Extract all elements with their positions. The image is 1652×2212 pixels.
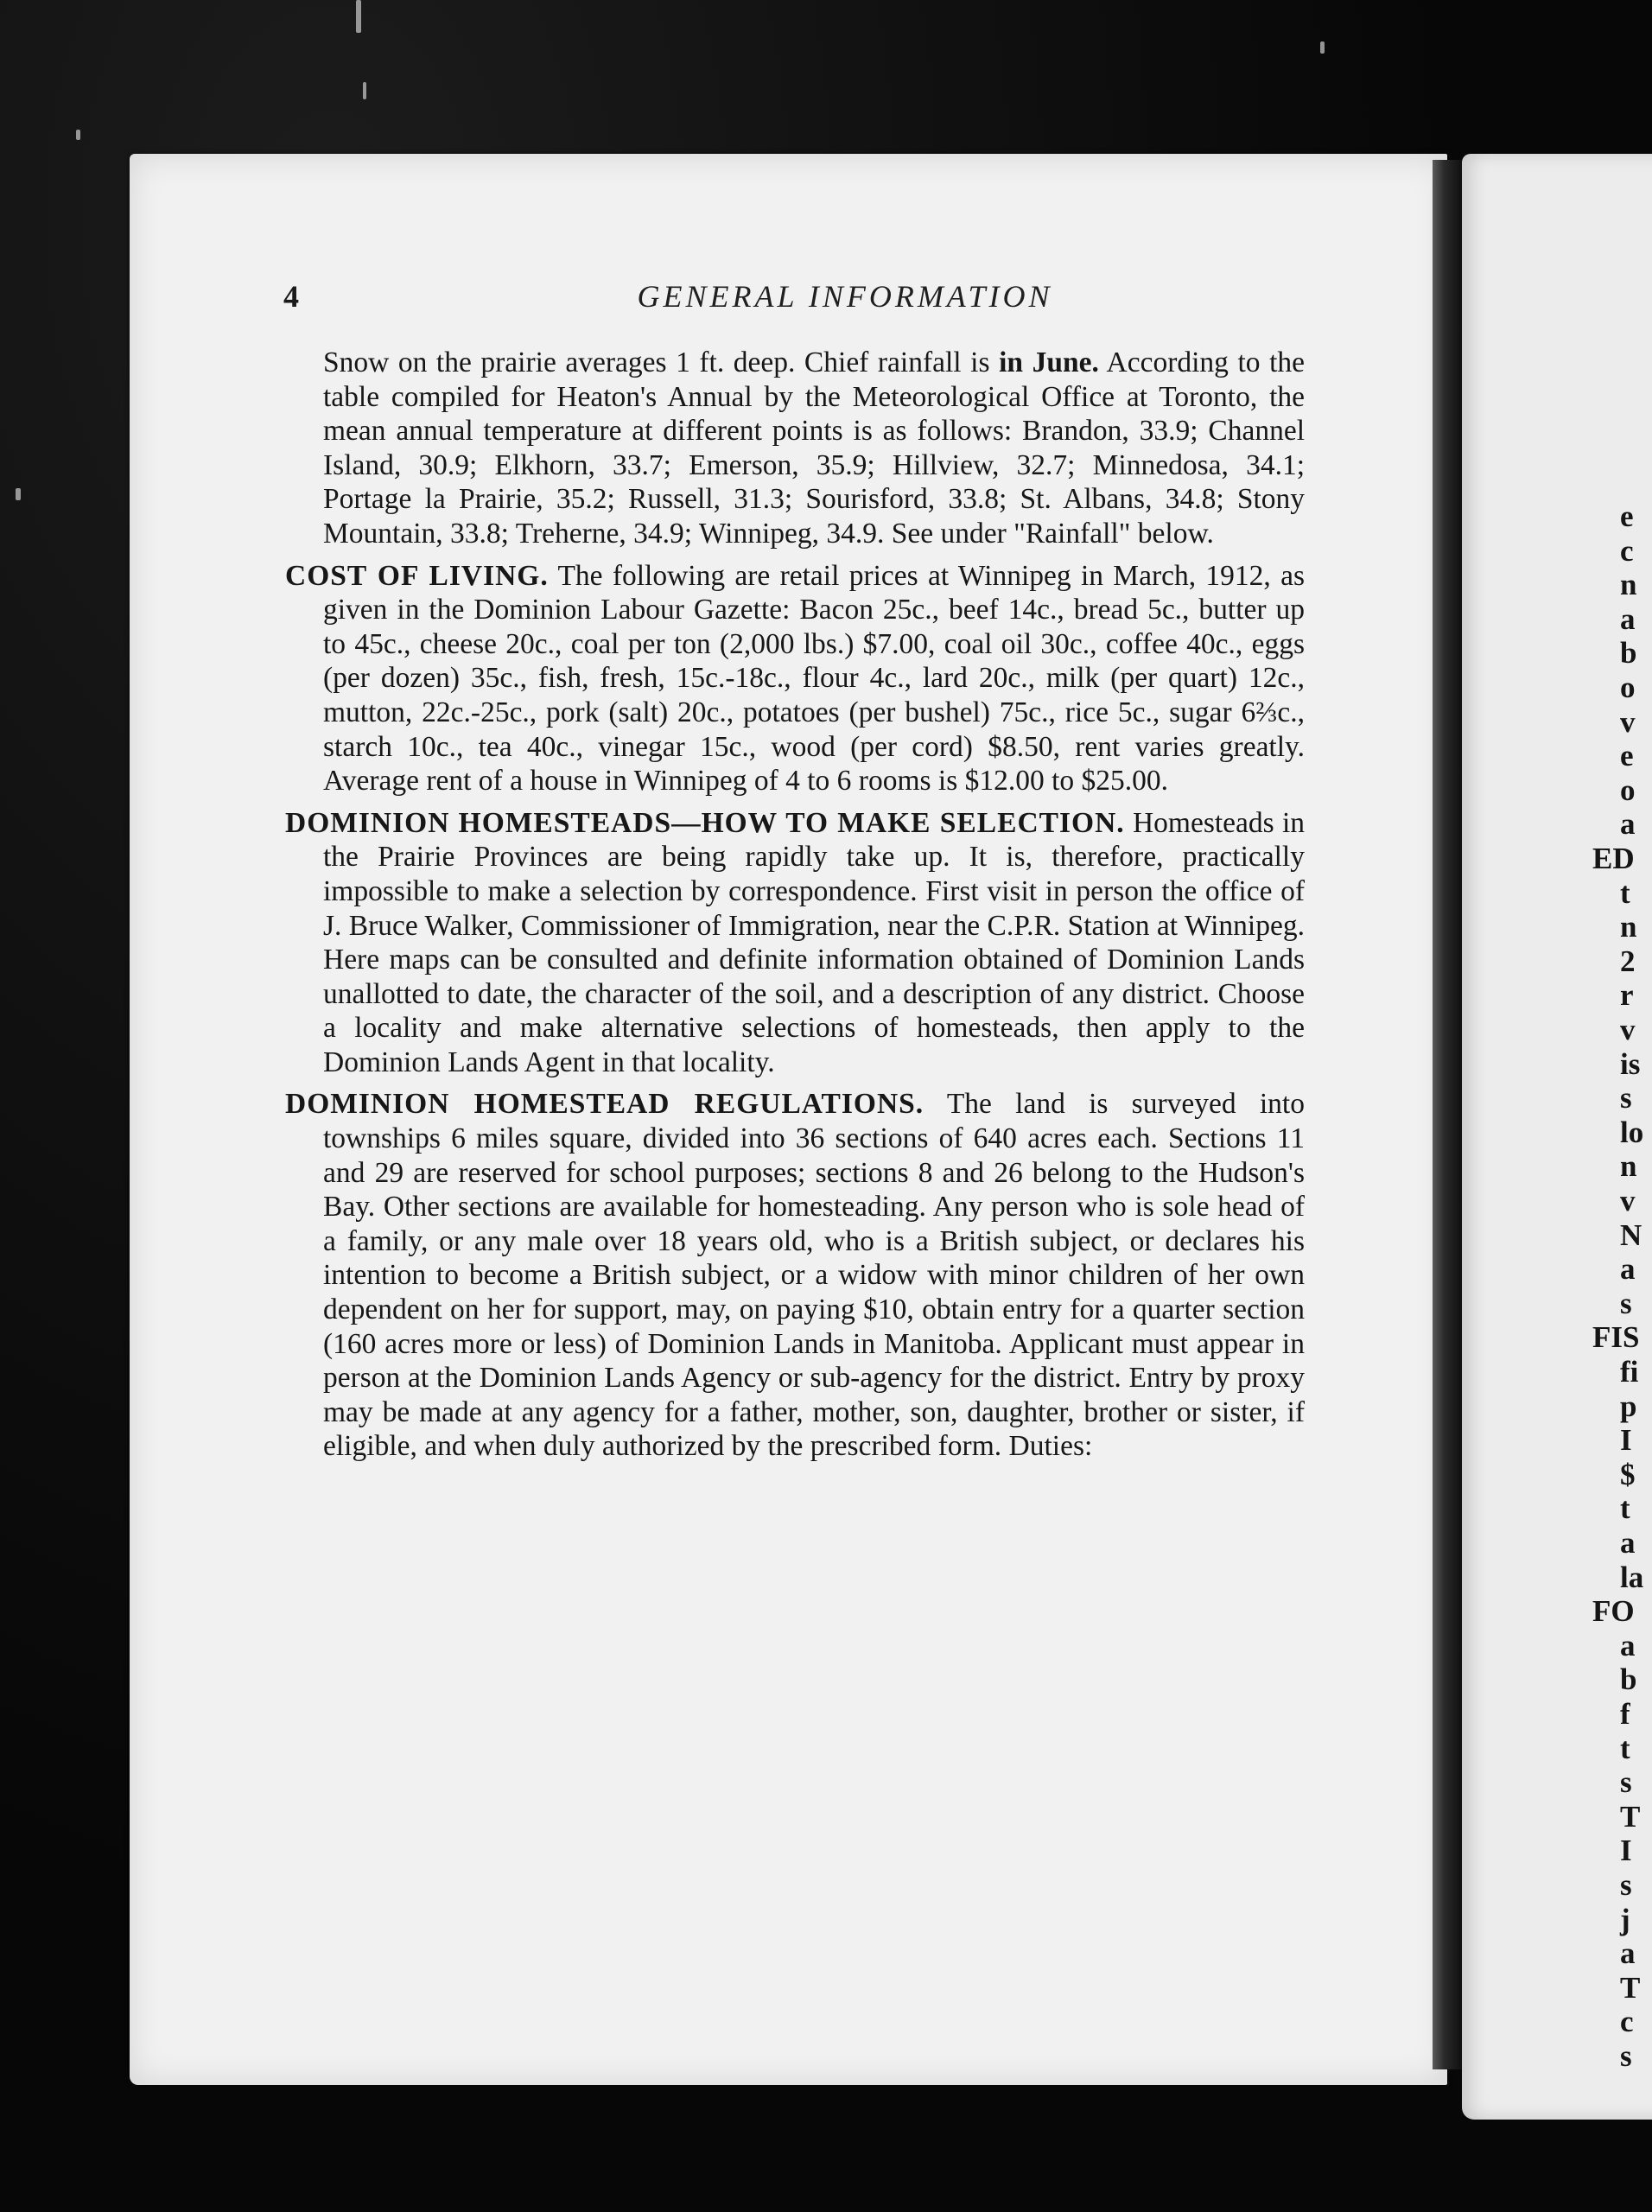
intro-text: annual temperature at different points is as follows:	[396, 415, 1013, 448]
facing-page-line: v	[1620, 704, 1636, 739]
facing-page-line: $	[1620, 1457, 1636, 1491]
intro-in-june: in June.	[999, 346, 1099, 378]
intro-text: Emerson, 35.9; Hillview, 32.7; Minnedosa, 34.1; Portage	[323, 448, 1305, 516]
facing-page-line: lo	[1620, 1115, 1644, 1149]
cost-of-living-tail: Average rent of a house in Winnipeg of 4 to 6 rooms is $12.00 to $25.00.	[323, 765, 1169, 798]
facing-page-line: o	[1620, 671, 1636, 704]
film-speck	[76, 130, 80, 140]
intro-text: Snow on the prairie averages 1 ft. deep. Chief rainfall is	[323, 346, 990, 378]
facing-page-line: I	[1620, 1834, 1632, 1868]
page-number: 4	[283, 279, 299, 314]
facing-page-line: s	[1620, 2039, 1632, 2073]
film-speck	[16, 488, 21, 500]
book-gutter	[1433, 160, 1462, 2069]
film-speck	[1320, 41, 1325, 54]
facing-page-line: s	[1620, 1868, 1632, 1902]
facing-page-line: I	[1620, 1423, 1632, 1458]
facing-page-line: a	[1620, 1628, 1636, 1662]
cost-of-living-heading: COST OF LIVING.	[285, 559, 549, 592]
facing-page-line: a	[1620, 1252, 1636, 1287]
intro-text: Brandon, 33.9; Channel Island, 30.9; Elkhorn, 33.7;	[323, 415, 1306, 481]
facing-page-line: p	[1620, 1389, 1637, 1423]
film-speck	[356, 0, 361, 33]
facing-page-line: j	[1620, 1902, 1630, 1936]
intro-text: According to the table compiled for Heaton's	[323, 346, 1306, 413]
facing-page-line: s	[1620, 1286, 1632, 1320]
running-head: GENERAL INFORMATION	[637, 279, 1053, 314]
homesteads-selection-body: Homesteads in the Prairie Provinces are being rapidly take up. It is, therefore, practically impossible to make a selection by correspondence. First visit in person the office of J. Bruce Walker, Commissioner of Immigration, near the C.P.R. Station at Winnipeg. Here maps can be consulted and definite information obtained of Dominion Lands unallotted to date, the character of the soil, and a description of any district. Choose a locality and make alternative selections of homesteads, then apply to the Dominion Lands Agent in that locality.	[323, 806, 1306, 1078]
facing-page-line: e	[1620, 499, 1634, 533]
facing-page-line: a	[1620, 1526, 1636, 1560]
facing-page-line: ED	[1592, 842, 1635, 875]
intro-paragraph	[285, 346, 1305, 551]
facing-page-line: b	[1620, 636, 1637, 671]
facing-page-line: a	[1620, 601, 1636, 636]
facing-page-line: s	[1620, 1765, 1632, 1800]
facing-page-line: e	[1620, 739, 1634, 773]
facing-page-line: N	[1620, 1217, 1642, 1252]
homesteads-selection-heading: DOMINION HOMESTEADS—HOW TO MAKE SELECTION.	[285, 806, 1125, 839]
facing-page-line: f	[1620, 1697, 1630, 1731]
intro-text: Annual by the Meteorological Office at Toronto, the mean	[323, 380, 1305, 448]
facing-page-line: v	[1620, 1184, 1636, 1217]
facing-page-line: n	[1620, 1149, 1637, 1184]
facing-page-line: T	[1620, 1970, 1641, 2005]
homestead-regulations-body: The land is surveyed into townships 6 miles square, divided into 36 sections of 640 acres each. Sections 11 and 29 are reserved for school purposes; sections 8 and 26 belong to the Hudson's Bay. Other sections are available for homesteading. Any person who is sole head of a family, or any male over 18 years old, who is a British subject, or declares his intention to become a British subject, or a widow with minor children of her own dependent on her for support, may, on paying $10, obtain entry for a quarter section (160 acres more or less) of Dominion Lands in Manitoba. Applicant must appear in person at the Dominion Lands Agency or sub-agency for the district. Entry by proxy may be made at any agency for a father, mother, son, daughter, brother or sister, if eligible, and when duly authorized by the prescribed form. Duties:	[323, 1088, 1305, 1463]
facing-page-line: fi	[1620, 1355, 1639, 1389]
facing-page-line: c	[1620, 533, 1634, 568]
facing-page-line: b	[1620, 1662, 1637, 1697]
facing-page-line: s	[1620, 1081, 1632, 1116]
facing-page-line: la	[1620, 1560, 1644, 1594]
facing-page-line: FO	[1592, 1594, 1635, 1629]
facing-page-line: t	[1620, 1491, 1630, 1526]
facing-page-line: n	[1620, 910, 1637, 944]
facing-page-line: t	[1620, 875, 1630, 910]
homesteads-selection-entry	[285, 806, 1305, 1080]
facing-page	[1462, 154, 1652, 2120]
facing-page-line: 2	[1620, 944, 1636, 978]
facing-page-line: is	[1620, 1046, 1641, 1081]
intro-text: 34.8; Stony Mountain, 33.8; Treherne, 34.9; Winnipeg,	[323, 483, 1306, 550]
facing-page-line: v	[1620, 1013, 1636, 1046]
cost-of-living-entry	[285, 559, 1305, 798]
facing-page-line: o	[1620, 772, 1636, 807]
facing-page-line: r	[1620, 978, 1634, 1013]
intro-text: 34.9. See under "Rainfall" below.	[826, 517, 1214, 550]
homestead-regulations-heading: DOMINION HOMESTEAD REGULATIONS.	[285, 1088, 924, 1121]
facing-page-line: c	[1620, 2005, 1634, 2039]
film-speck	[363, 82, 366, 99]
facing-page-line: a	[1620, 807, 1636, 842]
page-header	[283, 278, 1303, 320]
page-body	[285, 346, 1305, 1464]
cost-of-living-body: The following are retail prices at Winnipeg in March, 1912, as given in the Dominion Labour Gazette: Bacon 25c., beef 14c., bread 5c., butter up to 45c., cheese 20c., coal per ton (2,000 lbs.) $7.00, coal oil 30c., coffee 40c., eggs (per dozen) 35c., fish, fresh, 15c.-18c., flour 4c., lard 20c., milk (per quart) 12c., mutton, 22c.-25c., pork (salt) 20c., potatoes (per bushel) 75c., rice 5c., sugar 6⅔c., starch 10c., tea 40c., vinegar 15c., wood (per cord) $8.50, rent varies greatly.	[323, 559, 1305, 763]
intro-text: la Prairie, 35.2; Russell, 31.3; Sourisford, 33.8; St. Albans,	[424, 483, 1153, 516]
facing-page-line: t	[1620, 1731, 1630, 1765]
homestead-regulations-entry	[285, 1087, 1305, 1464]
facing-page-line: n	[1620, 568, 1637, 602]
facing-page-line: FIS	[1592, 1320, 1640, 1355]
facing-page-line: a	[1620, 1936, 1636, 1971]
facing-page-line: T	[1620, 1799, 1641, 1834]
